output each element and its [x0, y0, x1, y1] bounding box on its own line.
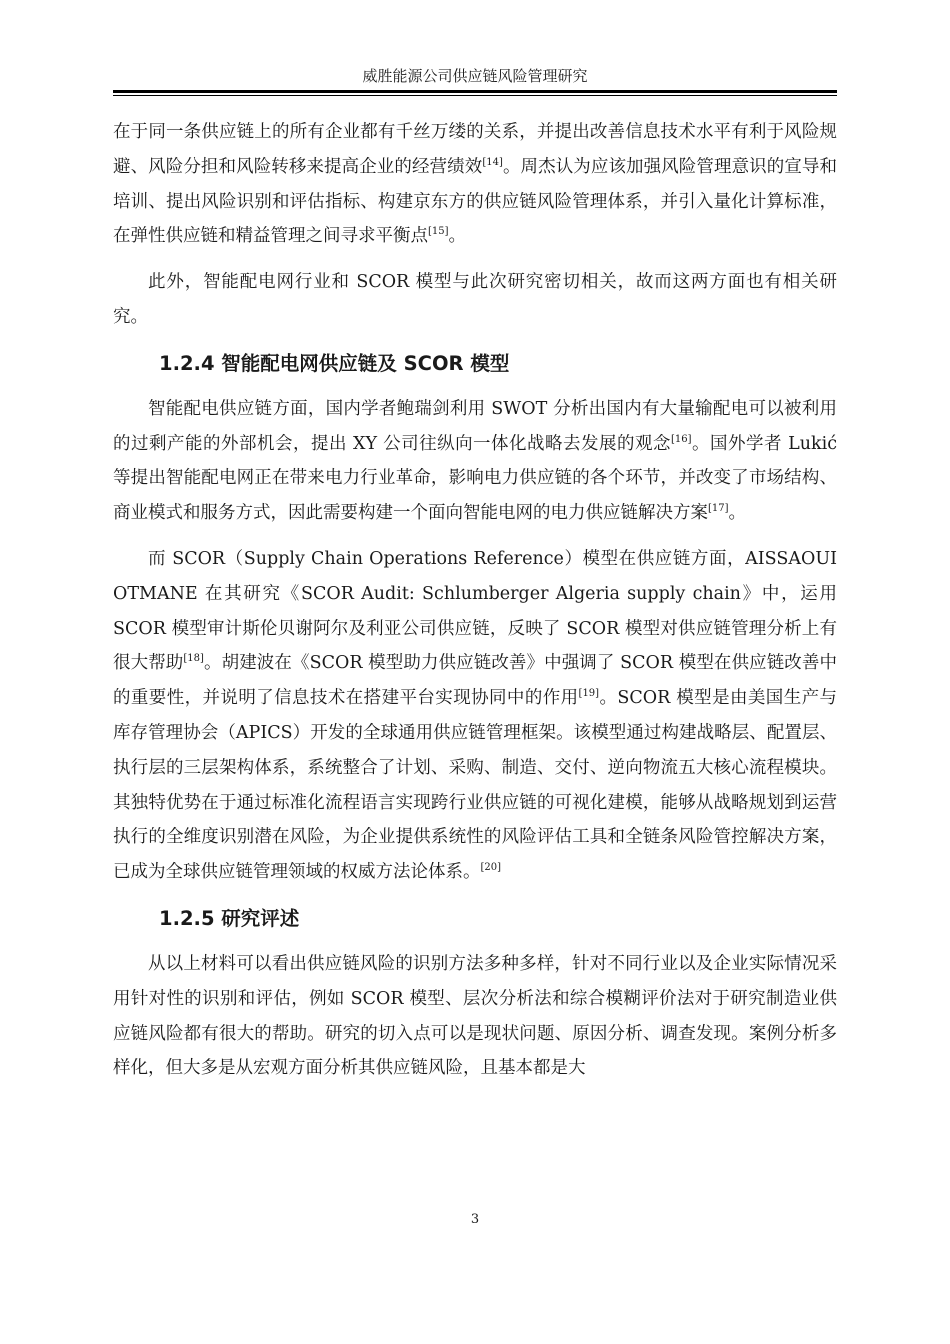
paragraph-continued — [113, 115, 837, 254]
running-header: 威胜能源公司供应链风险管理研究 — [362, 67, 588, 85]
paragraph-transition — [113, 265, 837, 335]
paragraph-text: 智能配电供应链方面，国内学者鲍瑞剑利用 SWOT 分析出国内有大量输配电可以被利用的过剩产能的外部机会，提出 XY 公司往纵向一体化战略去发展的观念 — [113, 398, 837, 454]
paragraph-text: 在于同一条供应链上的所有企业都有千丝万缕的关系，并提出改善信息技术水平有利于风险规避、风险分担和风险转移来提高企业的经营绩效 — [113, 122, 837, 177]
section-heading-1-2-4: 1.2.4 智能配电网供应链及 SCOR 模型 — [159, 351, 510, 375]
paragraph-text: 。胡建波在《SCOR 模型助力供应链改善》中强调了 SCOR 模型在供应链改善中的重要性，并说明了信息技术在搭建平台实现协同中的作用 — [113, 653, 837, 709]
citation-16: [16] — [671, 433, 692, 445]
paragraph-text: 。周杰认为应该加强风险管理意识的宣导和培训、提出风险识别和评估指标、构建京东方的供应链风险管理体系，并引入量化计算标准，在弹性供应链和精益管理之间寻求平衡点 — [113, 156, 838, 247]
citation-18: [18] — [183, 653, 204, 665]
page-number: 3 — [470, 1212, 480, 1227]
paragraph-text: 。国外学者 Lukić 等提出智能配电网正在带来电力行业革命，影响电力供应链的各个环节，并改变了市场结构、商业模式和服务方式，因此需要构建一个面向智能电网的电力供应链解决方案 — [113, 433, 837, 524]
paragraph-text: 从以上材料可以看出供应链风险的识别方法多种多样，针对不同行业以及企业实际情况采用针对性的识别和评估，例如 SCOR 模型、层次分析法和综合模糊评价法对于研究制造业供应链风险都有很大的帮助。研究的切入点可以是现状问题、原因分析、调查发现。案例分析多样化，但大多是从宏观方面分析其供应链风险，且基本都是大 — [113, 953, 837, 1079]
citation-17: [17] — [708, 503, 729, 515]
paragraph-text: 而 SCOR（Supply Chain Operations Reference）模型在供应链方面，AISSAOUI OTMANE 在其研究《SCOR Audit: Schlumberger Algeria supply chain》中，运用 SCOR 模型审计斯伦贝谢阿尔及利亚公司供应链，反映了 SCOR 模型对供应链管理分析上有很大帮助 — [113, 548, 837, 674]
paragraph-review — [113, 947, 837, 1086]
paragraph-scor-model — [113, 542, 837, 890]
citation-19: [19] — [578, 688, 600, 700]
paragraph-text: 。 — [728, 503, 747, 524]
citation-15: [15] — [428, 226, 449, 238]
header-divider — [113, 90, 837, 96]
paragraph-smart-grid — [113, 392, 837, 531]
paragraph-text: 。 — [448, 226, 467, 247]
paragraph-text: 此外，智能配电网行业和 SCOR 模型与此次研究密切相关，故而这两方面也有相关研究。 — [113, 272, 837, 327]
document-body — [113, 115, 837, 1097]
citation-20: [20] — [480, 862, 502, 874]
citation-14: [14] — [482, 156, 503, 168]
section-heading-1-2-5: 1.2.5 研究评述 — [159, 906, 300, 930]
paragraph-text: 。SCOR 模型是由美国生产与库存管理协会（APICS）开发的全球通用供应链管理框架。该模型通过构建战略层、配置层、执行层的三层架构体系，系统整合了计划、采购、制造、交付、逆向物流五大核心流程模块。其独特优势在于通过标准化流程语言实现跨行业供应链的可视化建模，能够从战略规划到运营执行的全维度识别潜在风险，为企业提供系统性的风险评估工具和全链条风险管控解决方案，已成为全球供应链管理领域的权威方法论体系。 — [113, 688, 838, 883]
